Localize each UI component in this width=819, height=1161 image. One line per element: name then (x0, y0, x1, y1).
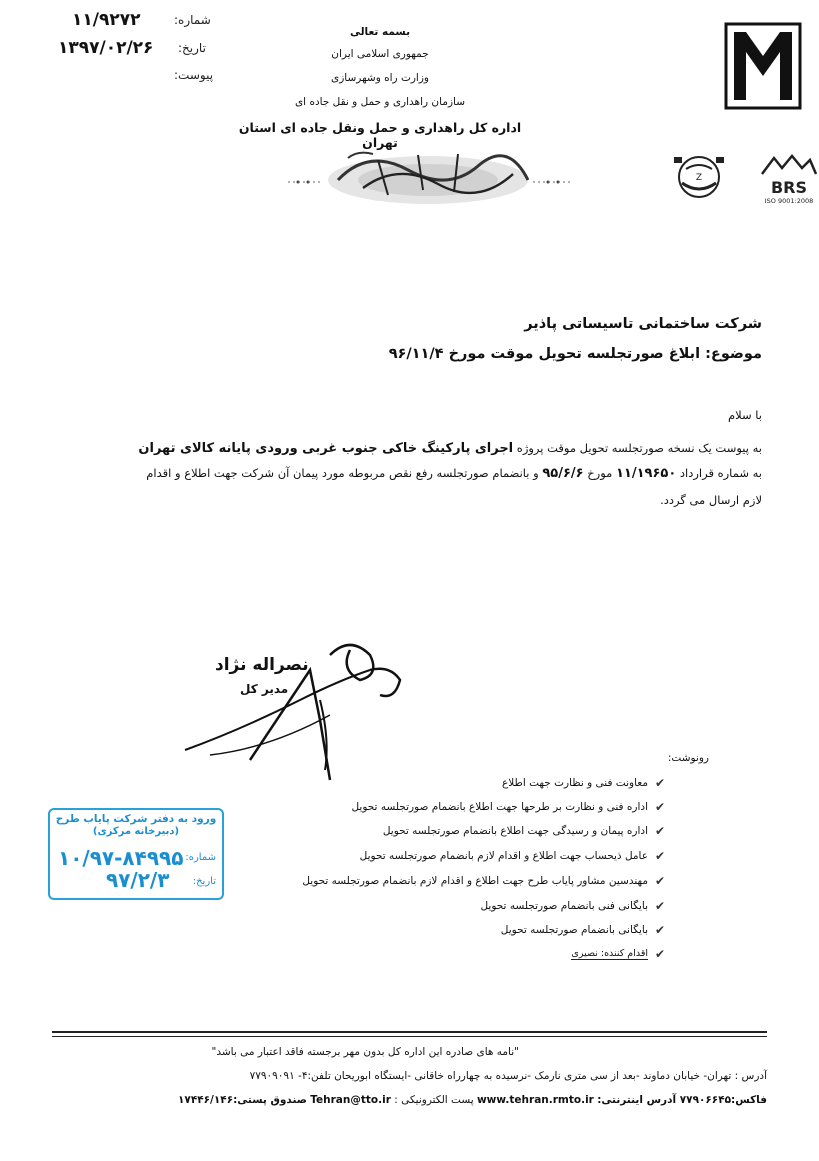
checkmark-icon: ✔ (654, 824, 666, 838)
cc-item (480, 895, 666, 917)
stamp-number-label: شماره: (185, 852, 216, 863)
svg-text:Z: Z (695, 173, 703, 183)
footer-contact (178, 1094, 767, 1106)
po-box: صندوق پستی:۱۷۴۴۶/۱۴۶ (178, 1094, 307, 1106)
footer-divider-thin (52, 1036, 767, 1037)
handwritten-signature (180, 630, 410, 790)
ministry-logo (724, 22, 802, 110)
greeting: با سلام (728, 408, 762, 422)
brs-roof-icon (760, 152, 818, 176)
cc-item-text: عامل ذیحساب جهت اطلاع و اقدام لازم بانضمام صورتجلسه تحویل (359, 850, 648, 862)
action-by-row (571, 943, 666, 965)
subject-line: موضوع: ابلاغ صورتجلسه تحویل موقت مورخ ۹۶/۱۱/۴ (388, 346, 762, 362)
ministry-name: وزارت راه وشهرسازی (331, 72, 429, 84)
letter-number: ۱۱/۹۲۷۲ (72, 10, 141, 30)
footer-notice: "نامه های صادره این اداره کل بدون مهر برجسته فاقد اعتبار می باشد" (211, 1046, 519, 1058)
invocation: بسمه تعالی (349, 26, 411, 38)
body-text: به پیوست یک نسخه صورتجلسه تحویل موقت پروژه (516, 441, 762, 455)
body-text: مورخ (587, 466, 613, 480)
cc-item (383, 820, 666, 842)
body-line-2 (52, 462, 762, 485)
cc-label: رونوشت: (667, 752, 709, 764)
signatory-name: نصراله نژاد (215, 655, 309, 675)
cc-item-text: مهندسین مشاور پایاب طرح جهت اطلاع و اقدام لازم بانضمام صورتجلسه تحویل (302, 875, 648, 887)
cc-item (360, 845, 666, 867)
body-text: به شماره قرارداد (679, 466, 762, 480)
cc-item (502, 772, 666, 794)
checkmark-icon: ✔ (654, 874, 666, 888)
stamp-title: ورود به دفتر شرکت پایاب طرح (55, 813, 217, 825)
signatory-title: مدیر کل (240, 682, 289, 696)
cc-item-text: بایگانی بانضمام صورتجلسه تحویل (500, 924, 648, 936)
department-name: اداره کل راهداری و حمل ونقل جاده ای استان تهران (238, 120, 522, 150)
checkmark-icon: ✔ (654, 800, 666, 814)
footer-address: آدرس : تهران- خیابان دماوند -بعد از سی متری نارمک -نرسیده به چهارراه خاقانی -ایستگاه ابوریحان تلفن:۴- ۷۷۹۰۹۰۹۱ (249, 1070, 767, 1082)
cc-item (302, 870, 666, 892)
contract-number: ۱۱/۱۹۶۵۰ (615, 466, 677, 481)
website-link[interactable]: www.tehran.rmto.ir (476, 1094, 594, 1106)
stamp-subtitle: (دبیرخانه مرکزی) (92, 826, 180, 837)
stamp-number: ۱۰/۹۷-۸۴۹۹۵ (58, 846, 184, 870)
stamp-date: ۹۷/۲/۳ (106, 868, 170, 892)
country-name: جمهوری اسلامی ایران (331, 48, 429, 60)
brs-text: BRS (770, 178, 808, 197)
calligraphy-emblem (278, 140, 578, 210)
received-stamp (48, 808, 224, 900)
cc-item-text: بایگانی فنی بانضمام صورتجلسه تحویل (480, 900, 648, 912)
email-link[interactable]: Tehran@tto.ir (310, 1094, 391, 1106)
body-line-1 (62, 437, 762, 460)
iso-certification-icon (668, 153, 730, 201)
checkmark-icon: ✔ (654, 899, 666, 913)
project-name: اجرای پارکینگ خاکی جنوب غربی ورودی پایانه کالای تهران (138, 441, 514, 456)
cc-item-text: اداره پیمان و رسیدگی جهت اطلاع بانضمام صورتجلسه تحویل (382, 825, 648, 837)
checkmark-icon: ✔ (654, 849, 666, 863)
number-label: شماره: (174, 13, 211, 27)
organization-name: سازمان راهداری و حمل و نقل جاده ای (294, 96, 466, 108)
stamp-date-label: تاریخ: (192, 876, 216, 887)
body-line-3: لازم ارسال می گردد. (660, 493, 762, 507)
cc-item (501, 919, 666, 941)
recipient: شرکت ساختمانی تاسیساتی پاذیر (524, 316, 762, 332)
checkmark-icon: ✔ (654, 923, 666, 937)
checkmark-icon: ✔ (654, 947, 666, 961)
action-by: اقدام کننده: نصیری (571, 948, 648, 959)
brs-certification-logo (760, 152, 818, 204)
attachment-label: پیوست: (174, 68, 214, 82)
email-label: پست الکترونیکی : (394, 1094, 474, 1106)
cc-item-text: اداره فنی و نظارت بر طرحها جهت اطلاع بانضمام صورتجلسه تحویل (351, 801, 648, 813)
letter-date: ۱۳۹۷/۰۲/۲۶ (58, 38, 154, 58)
fax-and-web-label: فاکس:۷۷۹۰۶۶۴۵ آدرس اینترنتی: (597, 1094, 767, 1106)
body-text: و بانضمام صورتجلسه رفع نقص مربوطه مورد پیمان آن شرکت جهت اطلاع و اقدام (146, 466, 539, 480)
cc-item-text: معاونت فنی و نظارت جهت اطلاع (501, 777, 648, 789)
cc-item (351, 796, 666, 818)
iso-standard-text: ISO 9001:2008 (764, 197, 814, 205)
contract-date: ۹۵/۶/۶ (542, 466, 584, 481)
checkmark-icon: ✔ (654, 776, 666, 790)
date-label: تاریخ: (178, 41, 206, 55)
footer-divider (52, 1031, 767, 1033)
